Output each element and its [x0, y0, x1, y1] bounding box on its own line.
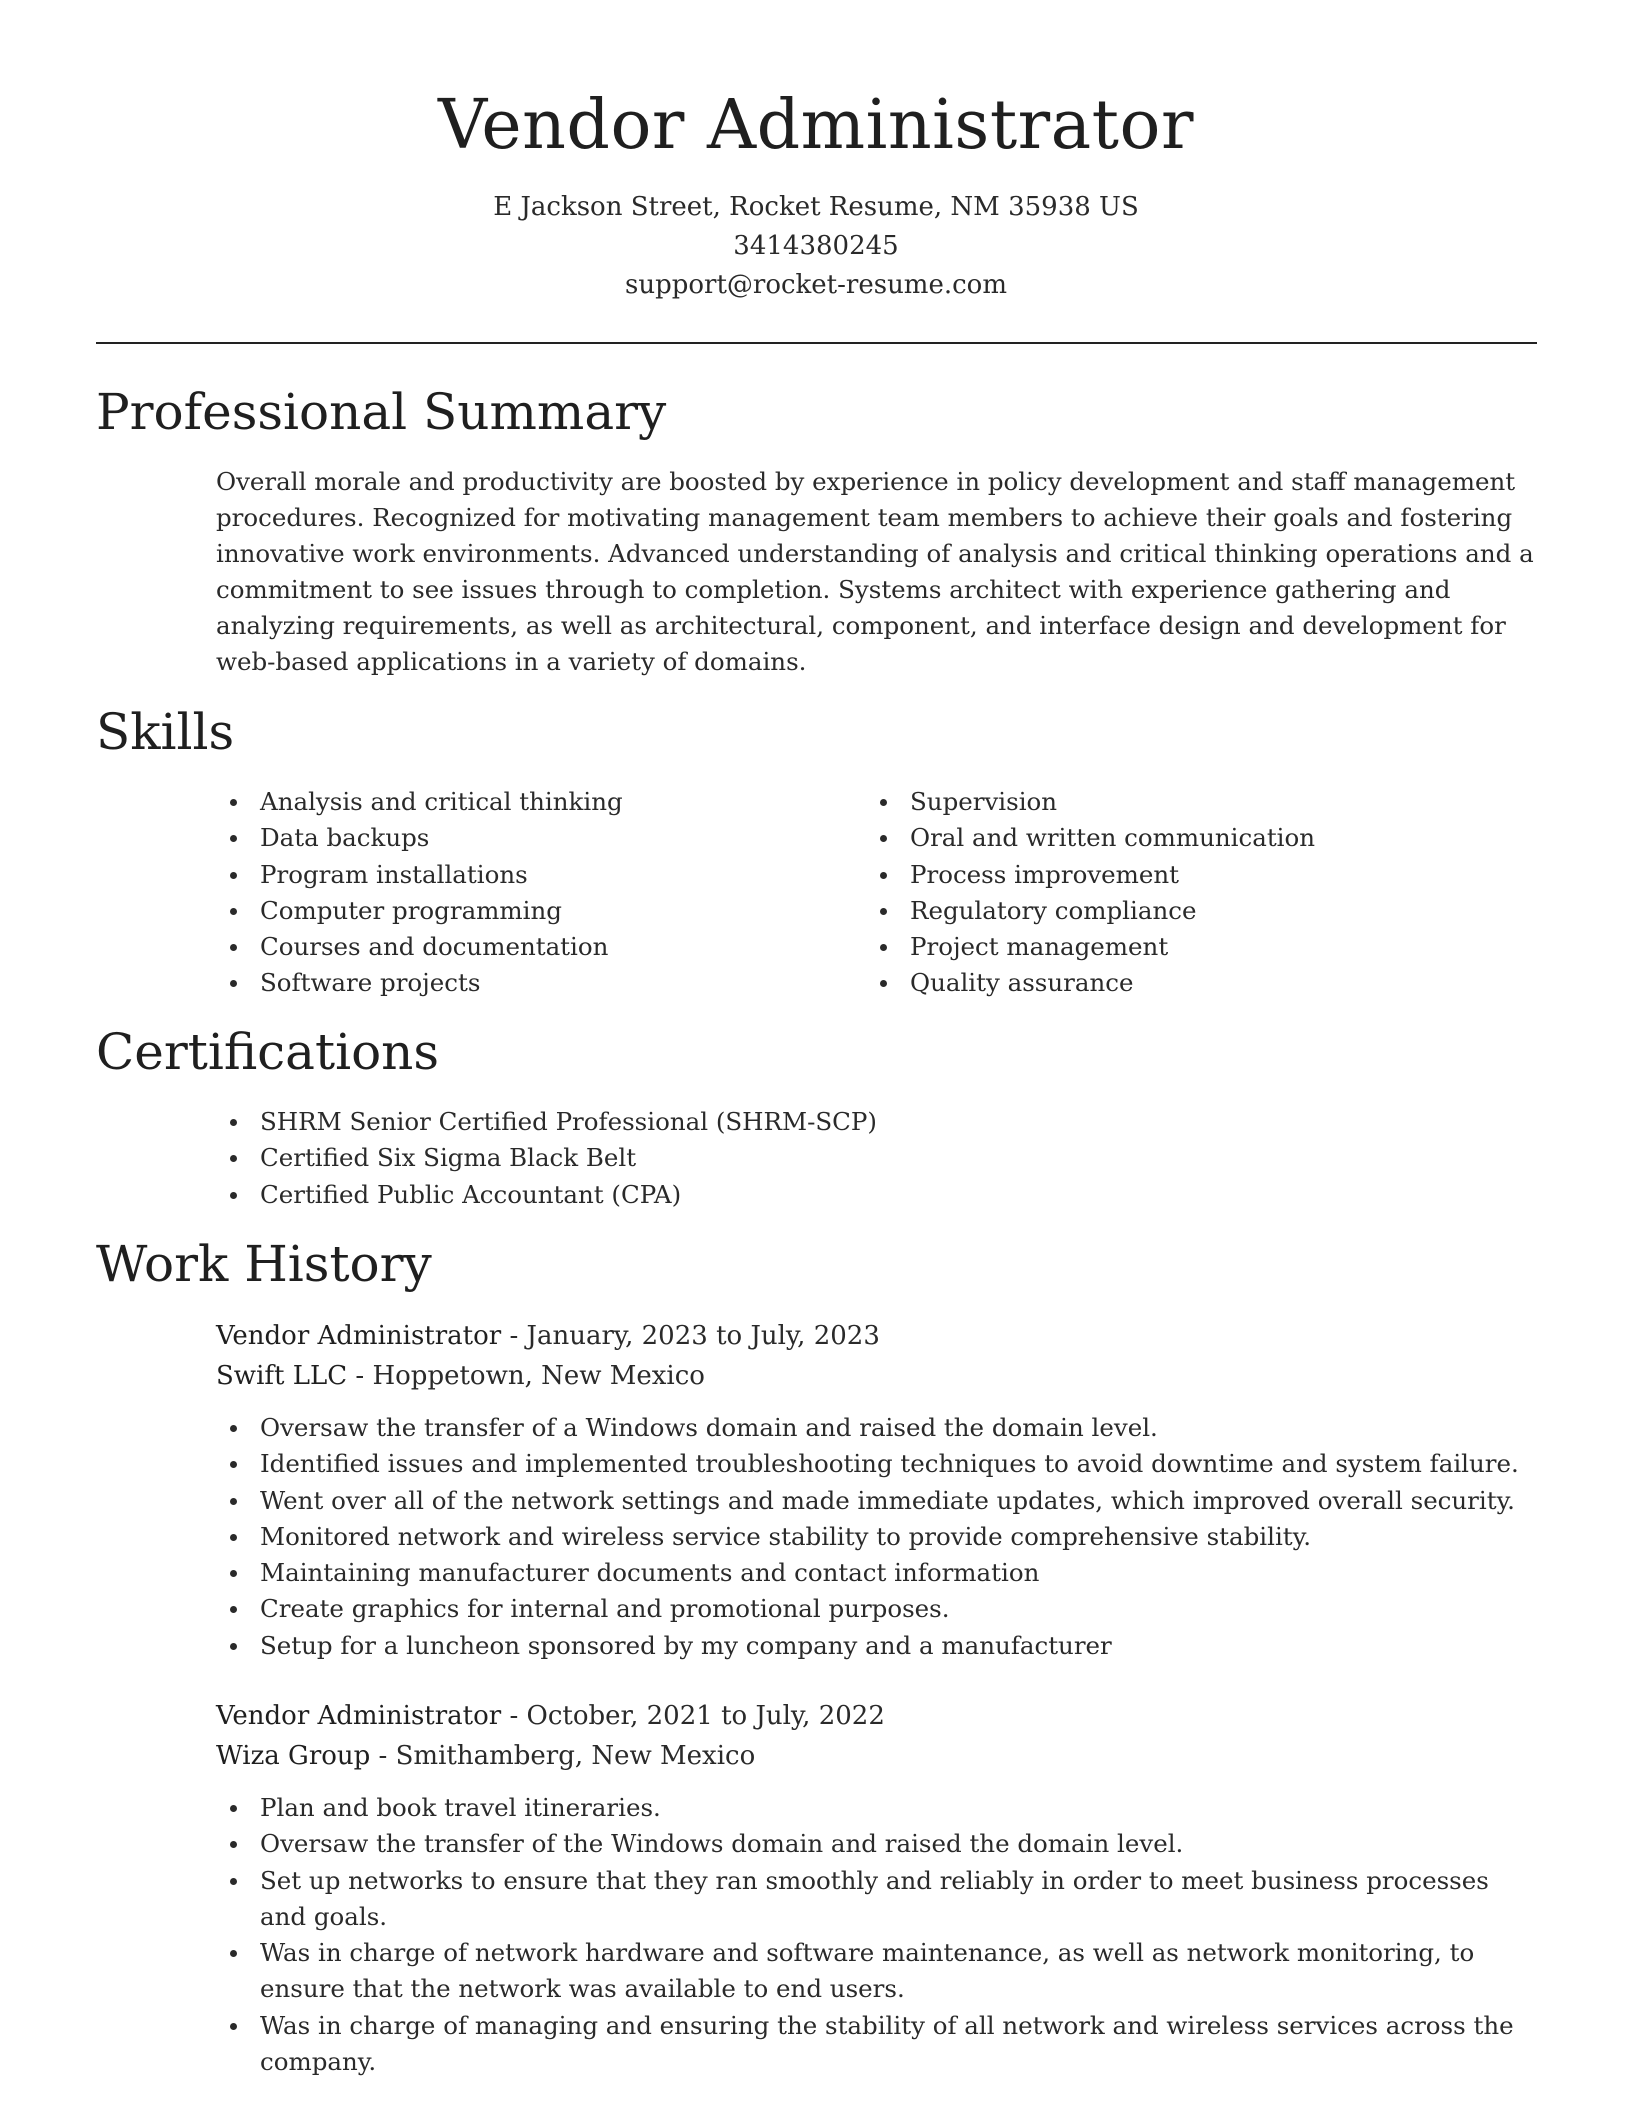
skill-item: Quality assurance — [866, 965, 1486, 1001]
job-location: - Smithamberg, New Mexico — [370, 1741, 756, 1771]
job-bullet: Identified issues and implemented troubleshooting techniques to avoid downtime and system failure. — [216, 1446, 1536, 1482]
certification-item: Certified Six Sigma Black Belt — [216, 1140, 1536, 1176]
job-bullet: Oversaw the transfer of a Windows domain and raised the domain level. — [216, 1410, 1536, 1446]
job-entry — [216, 1696, 1536, 2080]
contact-email: support@rocket-resume.com — [624, 270, 1007, 300]
job-entry — [216, 1316, 1536, 1664]
job-bullet: Went over all of the network settings and made immediate updates, which improved overall security. — [216, 1483, 1536, 1519]
job-company-line — [216, 1356, 1536, 1396]
certification-item: SHRM Senior Certified Professional (SHRM-SCP) — [216, 1104, 1536, 1140]
contact-address: E Jackson Street, Rocket Resume, NM 35938 US — [493, 192, 1139, 222]
skill-item: Supervision — [866, 784, 1486, 820]
job-role: Vendor Administrator — [216, 1701, 502, 1731]
job-title-line — [216, 1316, 1536, 1356]
work-history-heading: Work History — [96, 1235, 432, 1293]
skill-item: Data backups — [216, 820, 836, 856]
job-company-line — [216, 1736, 1536, 1776]
job-location: - Hoppetown, New Mexico — [347, 1361, 705, 1391]
skill-item: Program installations — [216, 857, 836, 893]
job-bullet: Monitored network and wireless service stability to provide comprehensive stability. — [216, 1519, 1536, 1555]
skill-item: Courses and documentation — [216, 929, 836, 965]
job-bullet: Maintaining manufacturer documents and contact information — [216, 1555, 1536, 1591]
skill-item: Process improvement — [866, 857, 1486, 893]
skill-item: Project management — [866, 929, 1486, 965]
certification-item: Certified Public Accountant (CPA) — [216, 1177, 1536, 1213]
job-company: Swift LLC — [216, 1361, 348, 1391]
job-bullet: Create graphics for internal and promotional purposes. — [216, 1591, 1536, 1627]
skill-item: Regulatory compliance — [866, 893, 1486, 929]
resume-header — [0, 78, 1632, 305]
summary-text: Overall morale and productivity are boosted by experience in policy development and staff management procedures. Recognized for motivating management team members to achieve their goals and fostering innovative work environments. Advanced understanding of analysis and critical thinking operations and a commitment to see issues through to completion. Systems architect with experience gathering and analyzing requirements, as well as architectural, component, and interface design and development for web-based applications in a variety of domains. — [216, 467, 1534, 676]
skills-column-right — [866, 784, 1486, 1002]
skills-heading: Skills — [96, 703, 235, 761]
skills-section — [96, 700, 1537, 764]
job-bullet: Was in charge of managing and ensuring the stability of all network and wireless services across the company. — [216, 2008, 1536, 2081]
job-bullet: Set up networks to ensure that they ran smoothly and reliably in order to meet business processes and goals. — [216, 1863, 1536, 1936]
job-bullet: Plan and book travel itineraries. — [216, 1790, 1536, 1826]
contact-phone: 3414380245 — [733, 231, 899, 261]
job-company: Wiza Group — [216, 1741, 371, 1771]
work-history-section — [96, 1232, 1537, 1296]
certifications-heading: Certifications — [96, 1023, 440, 1081]
skill-item: Oral and written communication — [866, 820, 1486, 856]
job-title-line — [216, 1696, 1536, 1736]
header-divider — [96, 342, 1537, 344]
skill-item: Computer programming — [216, 893, 836, 929]
certifications-section — [96, 1020, 1537, 1084]
job-dates: - October, 2021 to July, 2022 — [501, 1701, 885, 1731]
job-bullet: Oversaw the transfer of the Windows domain and raised the domain level. — [216, 1826, 1536, 1862]
candidate-name: Vendor Administrator — [438, 86, 1194, 165]
skill-item: Software projects — [216, 965, 836, 1001]
skills-column-left — [216, 784, 836, 1002]
summary-section — [96, 380, 1537, 444]
skill-item: Analysis and critical thinking — [216, 784, 836, 820]
job-dates: - January, 2023 to July, 2023 — [501, 1321, 880, 1351]
job-bullet: Setup for a luncheon sponsored by my company and a manufacturer — [216, 1628, 1536, 1664]
summary-heading: Professional Summary — [96, 383, 667, 441]
job-bullet: Was in charge of network hardware and software maintenance, as well as network monitoring, to ensure that the network was available to end users. — [216, 1935, 1536, 2008]
job-role: Vendor Administrator — [216, 1321, 502, 1351]
certifications-list — [216, 1104, 1536, 1213]
